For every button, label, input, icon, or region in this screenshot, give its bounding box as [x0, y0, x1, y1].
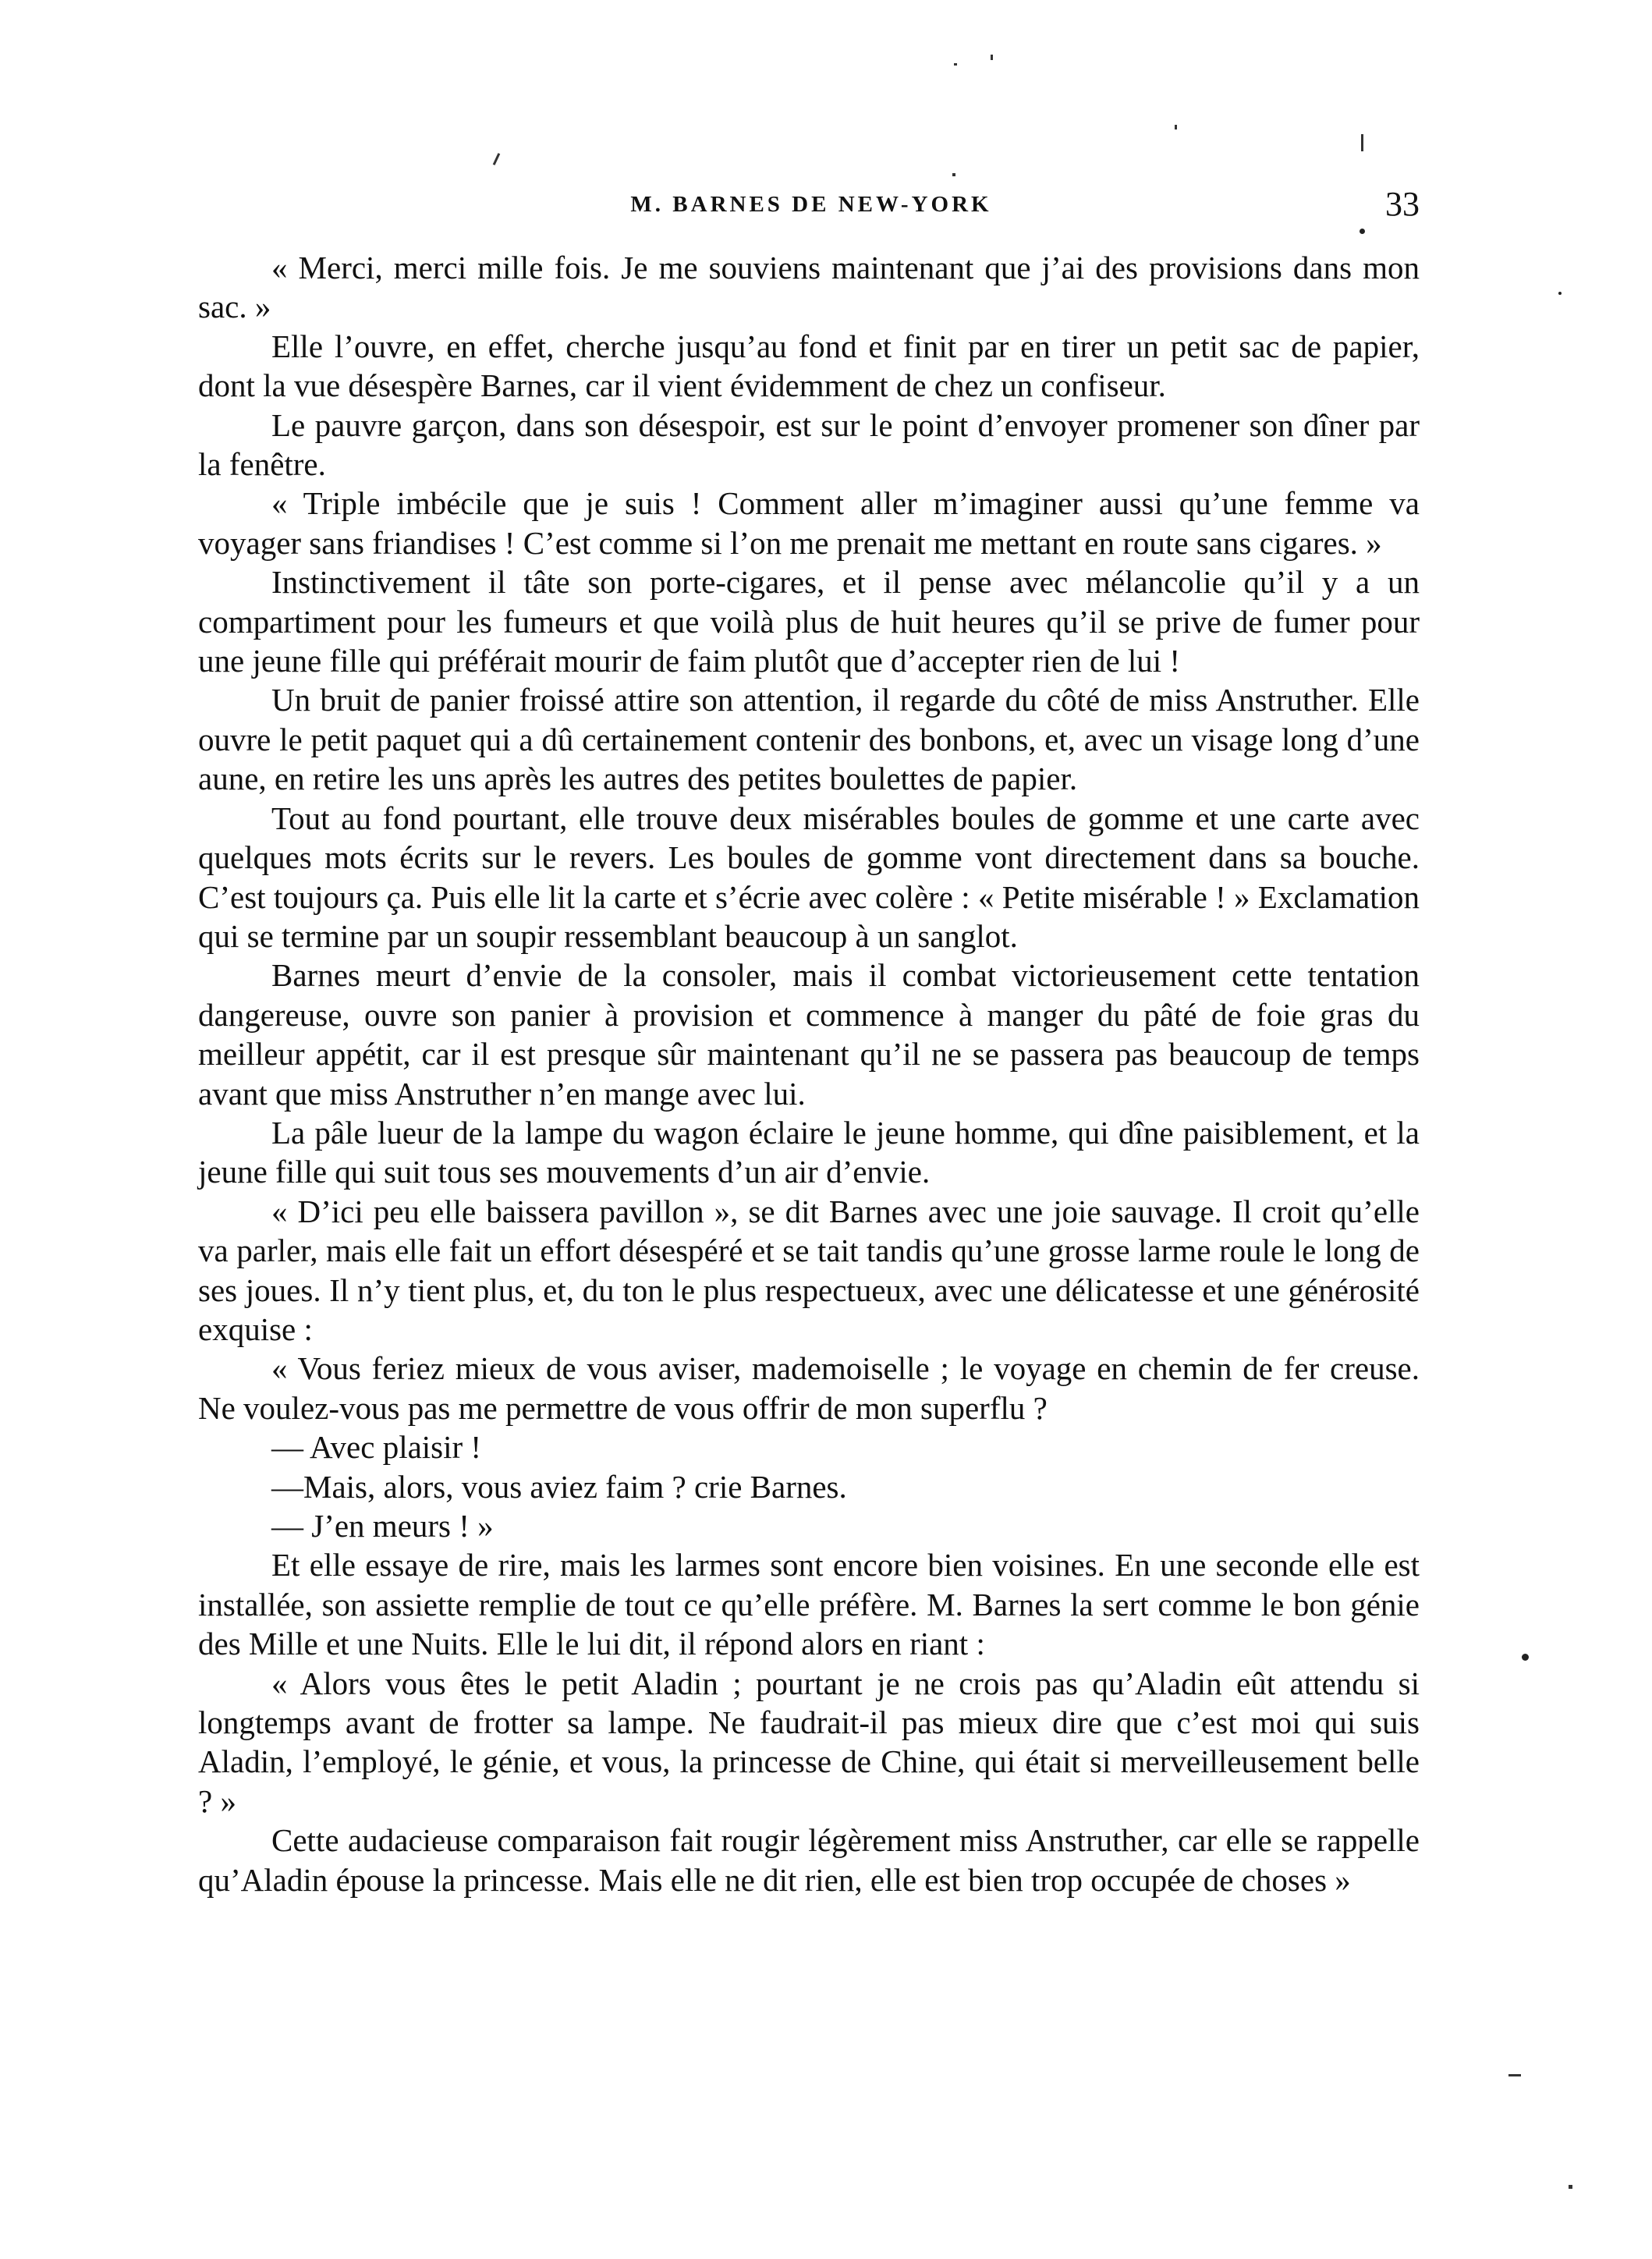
scan-speck	[1558, 292, 1562, 295]
scan-speck	[991, 55, 993, 60]
paragraph: « Vous feriez mieux de vous aviser, mademoiselle ; le voyage en chemin de fer creuse. Ne voulez-vous pas me permettre de vous offrir de mon superflu ?	[198, 1350, 1420, 1426]
scan-speck	[954, 63, 957, 66]
scan-speck	[1522, 1654, 1529, 1661]
paragraph: « D’ici peu elle baissera pavillon », se dit Barnes avec une joie sauvage. Il croit qu’elle va parler, mais elle fait un effort désespéré et se tait tandis qu’une grosse larme roule le long de ses joues. Il n’y tient plus, et, du ton le plus respectueux, avec une délicatesse et une générosité exquise :	[198, 1193, 1420, 1347]
paragraph: —Mais, alors, vous aviez faim ? crie Barnes.	[271, 1468, 847, 1505]
paragraph: Un bruit de panier froissé attire son attention, il regarde du côté de miss Anstruther. Elle ouvre le petit paquet qui a dû certainement contenir des bonbons, et, avec un visage long d’une aune, en retire les uns après les autres des petites boulettes de papier.	[198, 682, 1420, 797]
scan-speck	[1508, 2074, 1521, 2076]
page-header	[203, 187, 1420, 234]
scan-speck	[1360, 229, 1365, 234]
paragraph: « Merci, merci mille fois. Je me souviens maintenant que j’ai des provisions dans mon sac. »	[198, 250, 1420, 325]
page-number: 33	[1385, 185, 1420, 223]
paragraph: Tout au fond pourtant, elle trouve deux misérables boules de gomme et une carte avec quelques mots écrits sur le revers. Les boules de gomme vont directement dans sa bouche. C’est toujours ça. Puis elle lit la carte et s’écrie avec colère : « Petite misérable ! » Exclamation qui se termine par un soupir ressemblant beaucoup à un sanglot.	[198, 800, 1420, 954]
paragraph: « Triple imbécile que je suis ! Comment aller m’imaginer aussi qu’une femme va voyager sans friandises ! C’est comme si l’on me prenait me mettant en route sans cigares. »	[198, 485, 1420, 561]
paragraph: Et elle essaye de rire, mais les larmes sont encore bien voisines. En une seconde elle est installée, son assiette remplie de tout ce qu’elle préfère. M. Barnes la sert comme le bon génie des Mille et une Nuits. Elle le lui dit, il répond alors en riant :	[198, 1547, 1420, 1662]
paragraph: « Alors vous êtes le petit Aladin ; pourtant je ne crois pas qu’Aladin eût attendu si longtemps avant de frotter sa lampe. Ne faudrait-il pas mieux dire que c’est moi qui suis Aladin, l’employé, le génie, et vous, la princesse de Chine, qui était si merveilleusement belle ? »	[198, 1665, 1420, 1819]
scan-speck	[952, 173, 955, 176]
paragraph: Instinctivement il tâte son porte-cigares, et il pense avec mélancolie qu’il y a un compartiment pour les fumeurs et que voilà plus de huit heures qu’il se prive de fumer pour une jeune fille qui préférait mourir de faim plutôt que d’accepter rien de lui !	[198, 564, 1420, 679]
body-text	[198, 248, 1420, 1898]
paragraph: — J’en meurs ! »	[271, 1508, 494, 1544]
paragraph: Le pauvre garçon, dans son désespoir, est sur le point d’envoyer promener son dîner par la fenêtre.	[198, 406, 1420, 483]
scan-speck	[1175, 125, 1177, 129]
running-title: M. BARNES DE NEW-YORK	[630, 192, 992, 217]
paragraph: La pâle lueur de la lampe du wagon éclaire le jeune homme, qui dîne paisiblement, et la jeune fille qui suit tous ses mouvements d’un air d’envie.	[198, 1114, 1420, 1190]
paragraph: Barnes meurt d’envie de la consoler, mais il combat victorieusement cette tentation dangereuse, ouvre son panier à provision et commence à manger du pâté de foie gras du meilleur appétit, car il est presque sûr maintenant qu’il ne se passera pas beaucoup de temps avant que miss Anstruther n’en mange avec lui.	[198, 957, 1420, 1112]
scan-speck	[1569, 2185, 1572, 2189]
scan-speck	[493, 153, 500, 165]
scan-speck	[1361, 134, 1363, 151]
paragraph-cut-off: Cette audacieuse comparaison fait rougir légèrement miss Anstruther, car elle se rappelle qu’Aladin épouse la princesse. Mais elle ne dit rien, elle est bien trop occupée de choses »	[198, 1822, 1420, 1898]
paragraph: — Avec plaisir !	[271, 1429, 482, 1466]
paragraph: Elle l’ouvre, en effet, cherche jusqu’au fond et finit par en tirer un petit sac de papier, dont la vue désespère Barnes, car il vient évidemment de chez un confiseur.	[198, 328, 1420, 404]
